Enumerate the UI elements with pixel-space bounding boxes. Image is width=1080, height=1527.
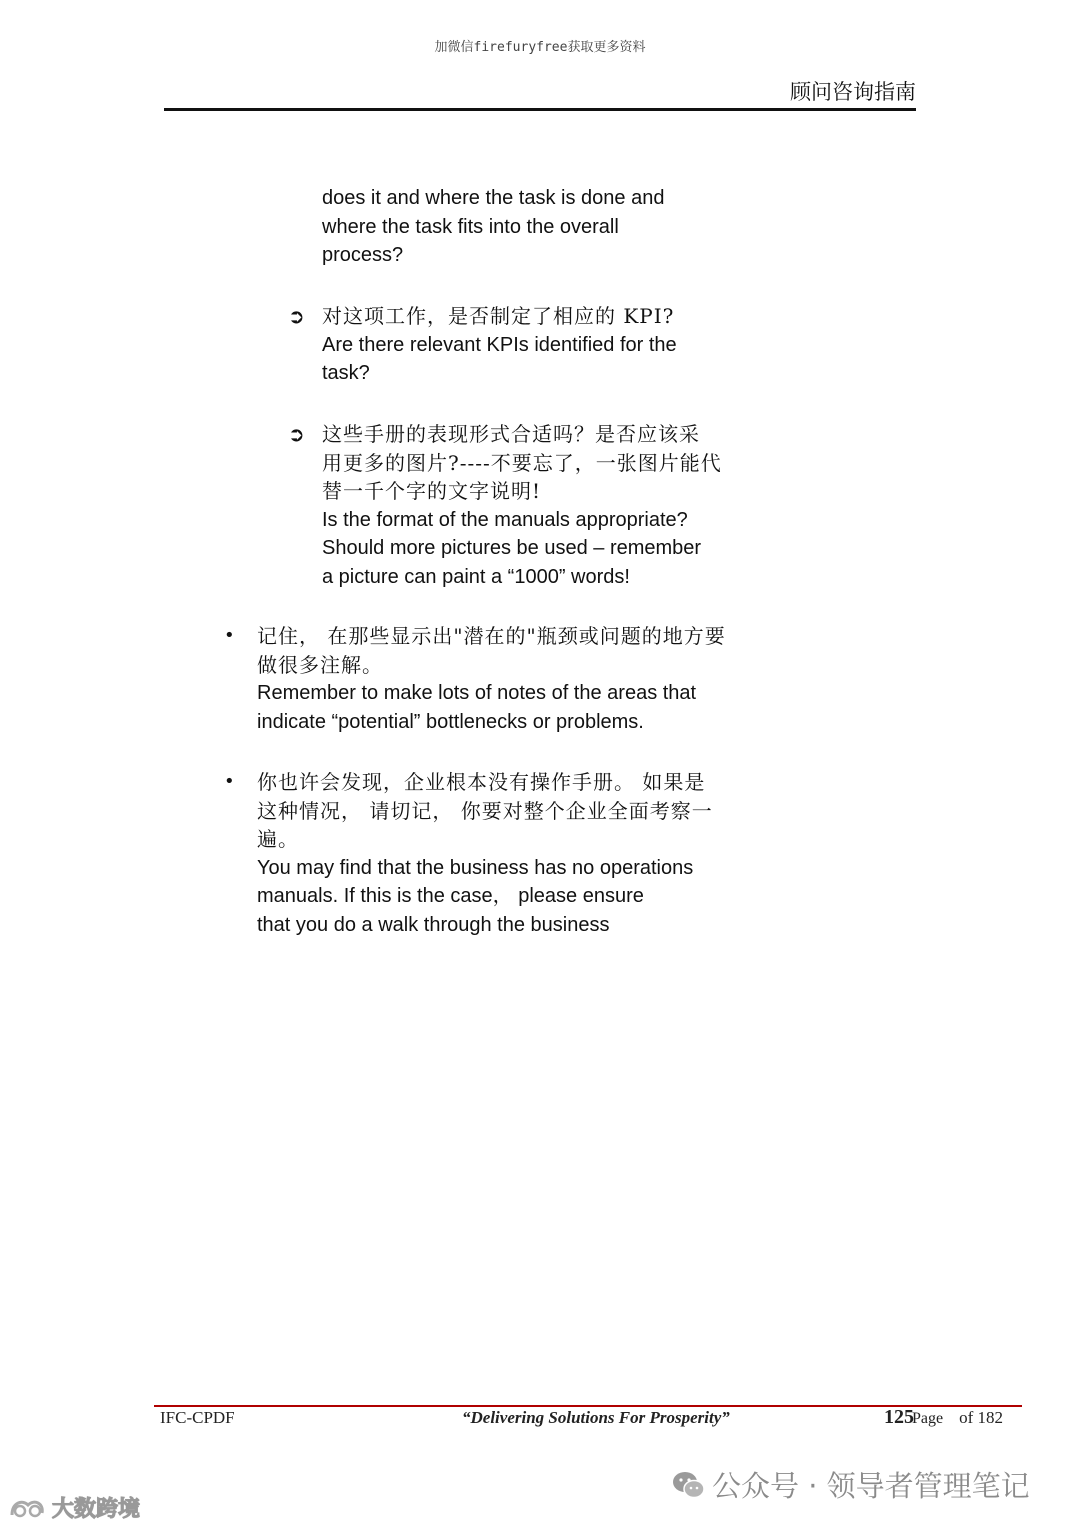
kpi-cn: 对这项工作，是否制定了相应的 KPI? <box>322 304 675 328</box>
notes-cn-line: 做很多注解。 <box>257 652 383 677</box>
kpi-en-line: Are there relevant KPIs identified for the <box>322 333 677 356</box>
page-indicator <box>884 1406 1003 1429</box>
footer-org: IFC-CPDF <box>160 1408 235 1427</box>
brand-watermark <box>8 1492 140 1523</box>
kpi-item <box>322 302 734 388</box>
footer-slogan: “Delivering Solutions For Prosperity” <box>462 1408 730 1427</box>
manuals-en-line: Should more pictures be used – remember <box>322 537 702 559</box>
arrow-bullet-icon: ➲ <box>288 422 305 446</box>
manuals-item <box>322 420 734 591</box>
page-label: Page <box>912 1410 944 1427</box>
brand-logo-icon <box>8 1495 48 1521</box>
top-watermark: 加微信firefuryfree获取更多资料 <box>434 40 646 55</box>
text-line: process? <box>322 244 404 266</box>
header-rule <box>164 108 916 111</box>
text-line: where the task fits into the overall <box>322 215 619 238</box>
walk-en-line: You may find that the business has no operations <box>257 856 694 879</box>
walk-en-line: manuals. If this is the case， please ensure <box>257 885 644 907</box>
running-title: 顾问咨询指南 <box>790 80 916 104</box>
dot-bullet-icon: • <box>224 625 235 646</box>
page-number: 125 <box>884 1406 914 1428</box>
manuals-cn-line: 用更多的图片?----不要忘了，一张图片能代 <box>322 450 722 475</box>
walk-cn-line: 这种情况， 请切记， 你要对整个企业全面考察一 <box>257 798 713 823</box>
text-line: does it and where the task is done and <box>322 187 665 209</box>
walk-cn-line: 你也许会发现，企业根本没有操作手册。 如果是 <box>257 770 706 794</box>
notes-en-line: Remember to make lots of notes of the areas that <box>257 682 697 704</box>
walk-cn-line: 遍。 <box>257 827 299 851</box>
walk-item <box>257 768 734 939</box>
walk-en-line: that you do a walk through the business <box>257 913 610 936</box>
notes-cn-line: 记住， 在那些显示出"潜在的"瓶颈或问题的地方要 <box>257 624 726 648</box>
page-total: of 182 <box>959 1408 1004 1427</box>
manuals-cn-line: 这些手册的表现形式合适吗？是否应该采 <box>322 422 700 446</box>
manuals-en-line: a picture can paint a “1000” words! <box>322 565 630 588</box>
brand-name: 大数跨境 <box>52 1497 141 1522</box>
manuals-cn-line: 替一千个字的文字说明! <box>322 479 542 503</box>
wechat-icon <box>672 1470 706 1500</box>
kpi-en-line: task? <box>322 362 370 384</box>
notes-item <box>257 622 734 736</box>
wechat-account-name: 公众号 · 领导者管理笔记 <box>712 1469 1030 1503</box>
notes-en-line: indicate “potential” bottlenecks or problems. <box>257 710 644 733</box>
arrow-bullet-icon: ➲ <box>288 304 305 328</box>
manuals-en-line: Is the format of the manuals appropriate? <box>322 508 688 531</box>
wechat-watermark <box>672 1464 1030 1505</box>
dot-bullet-icon: • <box>224 771 235 792</box>
continuation-paragraph <box>322 184 734 270</box>
